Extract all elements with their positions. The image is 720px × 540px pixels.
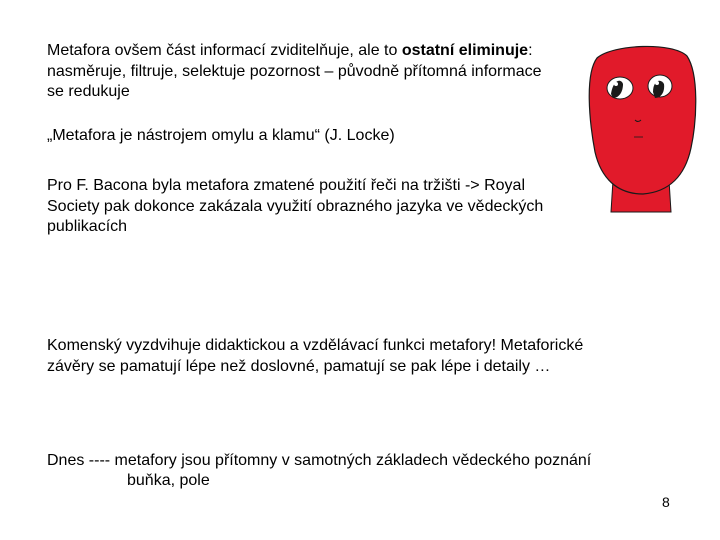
paragraph-komensky: Komenský vyzdvihuje didaktickou a vzdělávací funkci metafory! Metaforické závěry se pamatují lépe než doslovné, pamatují se pak lépe i detaily … xyxy=(47,337,584,375)
paragraph-locke-quote: „Metafora je nástrojem omylu a klamu“ (J. Locke) xyxy=(47,127,395,144)
paragraph1-text-start: Metafora ovšem část informací zviditelňuje, ale to xyxy=(47,42,402,59)
red-head-illustration xyxy=(583,40,703,230)
paragraph5-indented-examples: buňka, pole xyxy=(127,472,210,489)
paragraph5-text: Dnes ---- metafory jsou přítomny v samotných základech vědeckého poznání xyxy=(47,451,592,469)
illustration-head xyxy=(589,46,696,194)
page-number: 8 xyxy=(662,494,670,510)
paragraph-metaphor-eliminates xyxy=(47,41,557,103)
paragraph1-text-end: : nasměruje, filtruje, selektuje pozornost – původně přítomná informace se redukuje xyxy=(47,42,542,100)
illustration-left-eye xyxy=(607,77,633,99)
paragraph-bacon: Pro F. Bacona byla metafora zmatené použití řeči na tržišti -> Royal Society pak dokonce zakázala využití obrazného jazyka ve vědeckých publikacích xyxy=(47,177,544,235)
paragraph1-bold-phrase: ostatní eliminuje xyxy=(401,42,529,59)
paragraph-today xyxy=(47,430,617,512)
